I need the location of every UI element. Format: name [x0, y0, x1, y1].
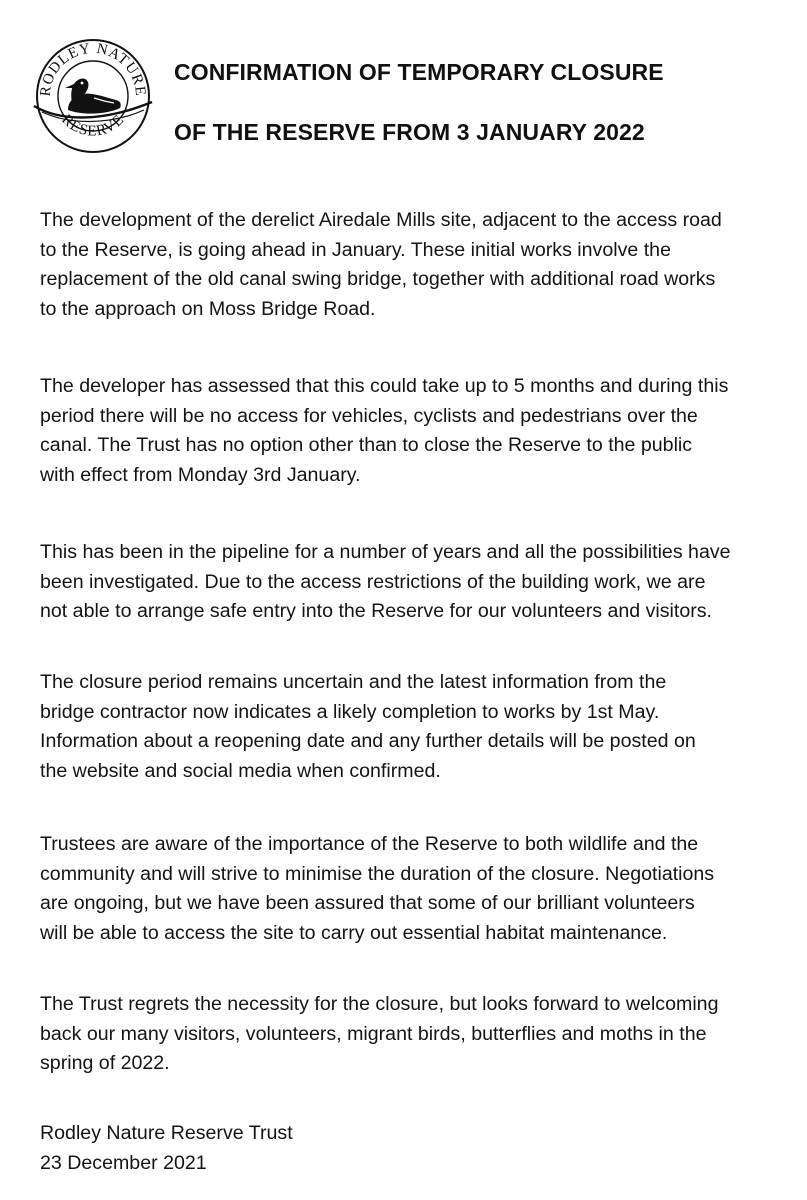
paragraph-line: Trustees are aware of the importance of the Reserve to both wildlife and the [40, 833, 699, 855]
paragraph-line: bridge contractor now indicates a likely completion to works by 1st May. [40, 700, 660, 723]
logo-duck-emblem-icon [28, 28, 158, 158]
logo-text-bottom: RESERVE [58, 111, 128, 140]
paragraph-trustees [40, 830, 780, 948]
paragraph-line: The Trust regrets the necessity for the closure, but looks forward to welcoming [40, 993, 719, 1015]
paragraph-regrets [40, 990, 780, 1079]
signature-date: 23 December 2021 [40, 1151, 207, 1174]
paragraph-line: back our many visitors, volunteers, migrant birds, butterflies and moths in the [40, 1022, 707, 1045]
paragraph-line: spring of 2022. [40, 1052, 170, 1074]
logo-text-top: RODLEY NATURE [37, 40, 149, 98]
rodley-nature-reserve-logo [28, 28, 158, 158]
paragraph-line: the website and social media when confirmed. [40, 759, 441, 782]
paragraph-line: will be able to access the site to carry out essential habitat maintenance. [40, 921, 668, 944]
paragraph-line: canal. The Trust has no option other than to close the Reserve to the public [40, 434, 693, 456]
page-title-line-1: CONFIRMATION OF TEMPORARY CLOSURE [174, 59, 664, 85]
paragraph-closure-period [40, 668, 780, 786]
signature-block [40, 1119, 780, 1178]
paragraph-pipeline [40, 538, 780, 627]
paragraph-access [40, 372, 780, 490]
signature-organisation: Rodley Nature Reserve Trust [40, 1122, 293, 1144]
paragraph-line: The closure period remains uncertain and the latest information from the [40, 671, 667, 693]
paragraph-line: are ongoing, but we have been assured that some of our brilliant volunteers [40, 892, 695, 914]
paragraph-line: Information about a reopening date and any further details will be posted on [40, 730, 696, 752]
paragraph-line: with effect from Monday 3rd January. [40, 463, 361, 486]
paragraph-development [40, 206, 780, 324]
paragraph-line: The developer has assessed that this could take up to 5 months and during this [40, 375, 729, 397]
paragraph-line: to the approach on Moss Bridge Road. [40, 297, 376, 320]
page-title-line-2: OF THE RESERVE FROM 3 JANUARY 2022 [174, 119, 645, 145]
paragraph-line: not able to arrange safe entry into the Reserve for our volunteers and visitors. [40, 600, 712, 622]
paragraph-line: period there will be no access for vehicles, cyclists and pedestrians over the [40, 404, 698, 427]
paragraph-line: replacement of the old canal swing bridge, together with additional road works [40, 268, 716, 290]
paragraph-line: This has been in the pipeline for a number of years and all the possibilities have [40, 541, 731, 563]
paragraph-line: been investigated. Due to the access restrictions of the building work, we are [40, 570, 706, 593]
paragraph-line: The development of the derelict Airedale Mills site, adjacent to the access road [40, 209, 722, 231]
paragraph-line: community and will strive to minimise the duration of the closure. Negotiations [40, 862, 715, 885]
paragraph-line: to the Reserve, is going ahead in January. These initial works involve the [40, 238, 671, 261]
